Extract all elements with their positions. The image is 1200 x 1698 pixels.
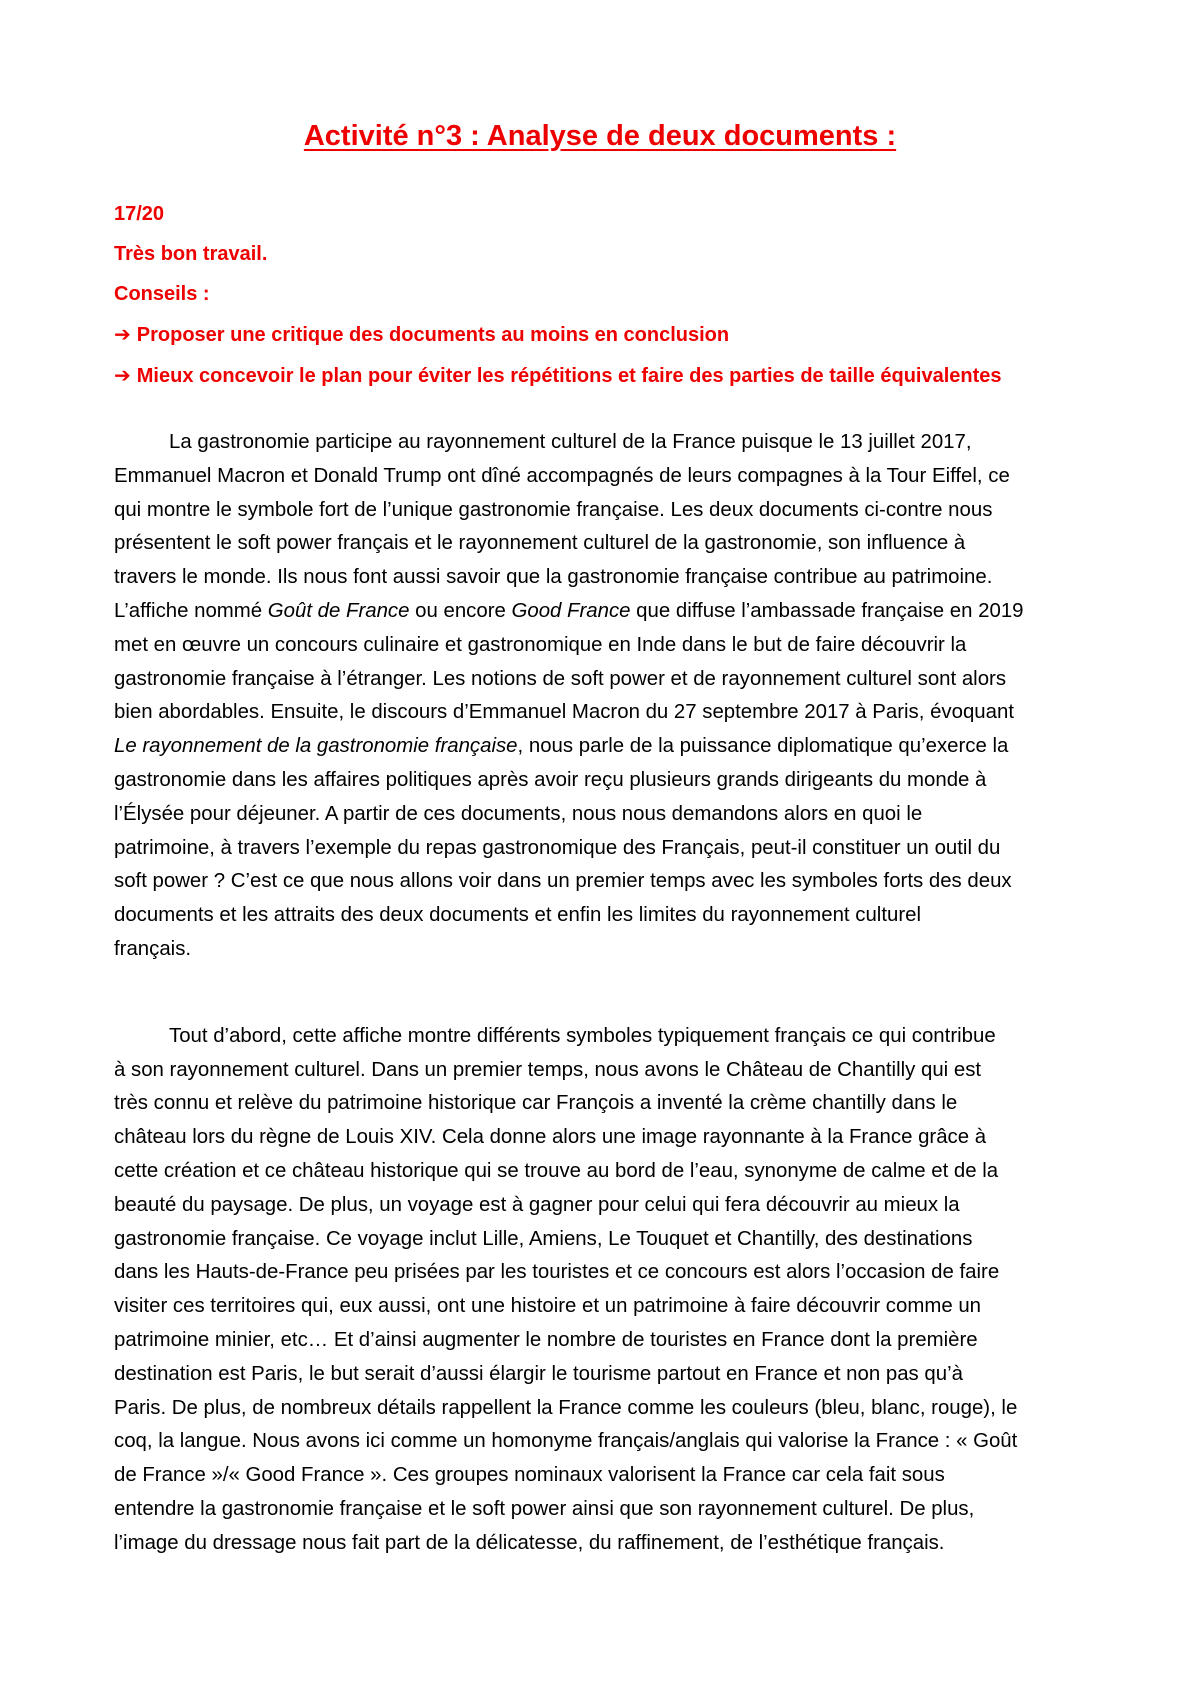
text-line — [114, 1459, 1086, 1493]
advice-item-text: Proposer une critique des documents au moins en conclusion — [136, 324, 730, 346]
text-line — [114, 1290, 1086, 1324]
text-segment: l’image du dressage nous fait part de la délicatesse, du raffinement, de l’esthétique français. — [114, 1531, 945, 1554]
text-line — [114, 764, 1086, 798]
text-line — [114, 1392, 1086, 1426]
text-line — [114, 832, 1086, 866]
advice-label: Conseils : — [114, 283, 210, 305]
essay-body — [114, 426, 1086, 1561]
text-line — [114, 1189, 1086, 1223]
text-segment: patrimoine minier, etc… Et d’ainsi augmenter le nombre de touristes en France dont la première — [114, 1328, 978, 1351]
text-line — [114, 527, 1086, 561]
text-segment: patrimoine, à travers l’exemple du repas gastronomique des Français, peut-il constituer un outil du — [114, 836, 1001, 859]
right-arrow-icon: ➔ — [114, 322, 131, 346]
text-segment: dans les Hauts-de-France peu prisées par les touristes et ce concours est alors l’occasion de faire — [114, 1261, 1000, 1284]
text-line — [114, 933, 1086, 967]
grade: 17/20 — [114, 203, 165, 225]
text-line — [114, 899, 1086, 933]
text-line — [114, 1324, 1086, 1358]
teacher-feedback — [114, 194, 1086, 396]
text-segment: met en œuvre un concours culinaire et gastronomique en Inde dans le but de faire découvrir la — [114, 633, 967, 656]
text-line — [114, 696, 1086, 730]
text-segment: gastronomie française. Ce voyage inclut Lille, Amiens, Le Touquet et Chantilly, des destinations — [114, 1227, 973, 1250]
essay-paragraph — [114, 426, 1086, 967]
advice-item — [114, 355, 1086, 396]
text-line — [114, 1493, 1086, 1527]
feedback-comment: Très bon travail. — [114, 243, 268, 265]
text-segment: beauté du paysage. De plus, un voyage est à gagner pour celui qui fera découvrir au mieux la — [114, 1193, 960, 1216]
text-line — [114, 1054, 1086, 1088]
text-line — [114, 426, 1086, 460]
text-segment: bien abordables. Ensuite, le discours d’Emmanuel Macron du 27 septembre 2017 à Paris, évoquant — [114, 701, 1014, 724]
text-line — [114, 730, 1086, 764]
text-segment: qui montre le symbole fort de l’unique gastronomie française. Les deux documents ci-contre nous — [114, 498, 993, 521]
text-segment: travers le monde. Ils nous font aussi savoir que la gastronomie française contribue au patrimoine. — [114, 566, 993, 589]
text-segment: Tout d’abord, cette affiche montre différents symboles typiquement français ce qui contribue — [169, 1024, 996, 1047]
text-line — [114, 1087, 1086, 1121]
text-segment: documents et les attraits des deux documents et enfin les limites du rayonnement culturel — [114, 904, 921, 927]
text-line — [114, 1155, 1086, 1189]
text-line — [114, 561, 1086, 595]
text-segment: soft power ? C’est ce que nous allons voir dans un premier temps avec les symboles forts des deux — [114, 870, 1012, 893]
italic-title: Le rayonnement de la gastronomie française — [114, 735, 518, 758]
text-segment: destination est Paris, le but serait d’aussi élargir le tourisme partout en France et non pas qu’à — [114, 1362, 963, 1385]
text-line — [114, 1223, 1086, 1257]
text-line — [114, 1020, 1086, 1054]
text-segment: coq, la langue. Nous avons ici comme un homonyme français/anglais qui valorise la France : « Goût — [114, 1430, 1018, 1453]
text-line — [114, 865, 1086, 899]
advice-item-text: Mieux concevoir le plan pour éviter les répétitions et faire des parties de taille équivalentes — [136, 365, 1002, 387]
text-segment: que diffuse l’ambassade française en 2019 — [630, 599, 1024, 622]
text-segment: , nous parle de la puissance diplomatique qu’exerce la — [517, 735, 1009, 758]
text-line — [114, 595, 1086, 629]
text-line — [114, 1256, 1086, 1290]
essay-paragraph — [114, 1020, 1086, 1561]
text-segment: La gastronomie participe au rayonnement culturel de la France puisque le 13 juillet 2017, — [169, 431, 972, 453]
text-line — [114, 1527, 1086, 1561]
text-line — [114, 494, 1086, 528]
text-segment: de France »/« Good France ». Ces groupes nominaux valorisent la France car cela fait sous — [114, 1464, 945, 1487]
text-segment: français. — [114, 937, 192, 960]
text-line — [114, 1425, 1086, 1459]
right-arrow-icon: ➔ — [114, 363, 131, 387]
text-segment: gastronomie dans les affaires politiques après avoir reçu plusieurs grands dirigeants du monde à — [114, 768, 987, 791]
text-line — [114, 629, 1086, 663]
text-line — [114, 460, 1086, 494]
italic-title: Goût de France — [267, 599, 410, 622]
text-line — [114, 798, 1086, 832]
text-segment: très connu et relève du patrimoine historique car François a inventé la crème chantilly dans le — [114, 1092, 958, 1115]
text-line — [114, 1121, 1086, 1155]
page-title: Activité n°3 : Analyse de deux documents : — [303, 120, 897, 152]
text-segment: l’Élysée pour déjeuner. A partir de ces documents, nous nous demandons alors en quoi le — [114, 802, 923, 825]
text-segment: à son rayonnement culturel. Dans un premier temps, nous avons le Château de Chantilly qui est — [114, 1058, 982, 1081]
text-line — [114, 663, 1086, 697]
text-segment: L’affiche nommé — [114, 599, 268, 622]
text-segment: visiter ces territoires qui, eux aussi, ont une histoire et un patrimoine à faire découvrir comme un — [114, 1295, 982, 1318]
text-segment: château lors du règne de Louis XIV. Cela donne alors une image rayonnante à la France grâce à — [114, 1126, 987, 1149]
italic-title: Good France — [511, 599, 631, 622]
text-line — [114, 1358, 1086, 1392]
text-segment: cette création et ce château historique qui se trouve au bord de l’eau, synonyme de calme et de la — [114, 1159, 999, 1182]
text-segment: entendre la gastronomie française et le soft power ainsi que son rayonnement culturel. De plus, — [114, 1497, 975, 1520]
text-segment: Emmanuel Macron et Donald Trump ont dîné accompagnés de leurs compagnes à la Tour Eiffel, ce — [114, 464, 1010, 487]
advice-item — [114, 314, 1086, 355]
text-segment: Paris. De plus, de nombreux détails rappellent la France comme les couleurs (bleu, blanc, rouge), le — [114, 1396, 1018, 1419]
text-segment: présentent le soft power français et le rayonnement culturel de la gastronomie, son influence à — [114, 532, 966, 555]
text-segment: gastronomie française à l’étranger. Les notions de soft power et de rayonnement culturel sont alors — [114, 667, 1007, 690]
text-segment: ou encore — [409, 599, 512, 622]
